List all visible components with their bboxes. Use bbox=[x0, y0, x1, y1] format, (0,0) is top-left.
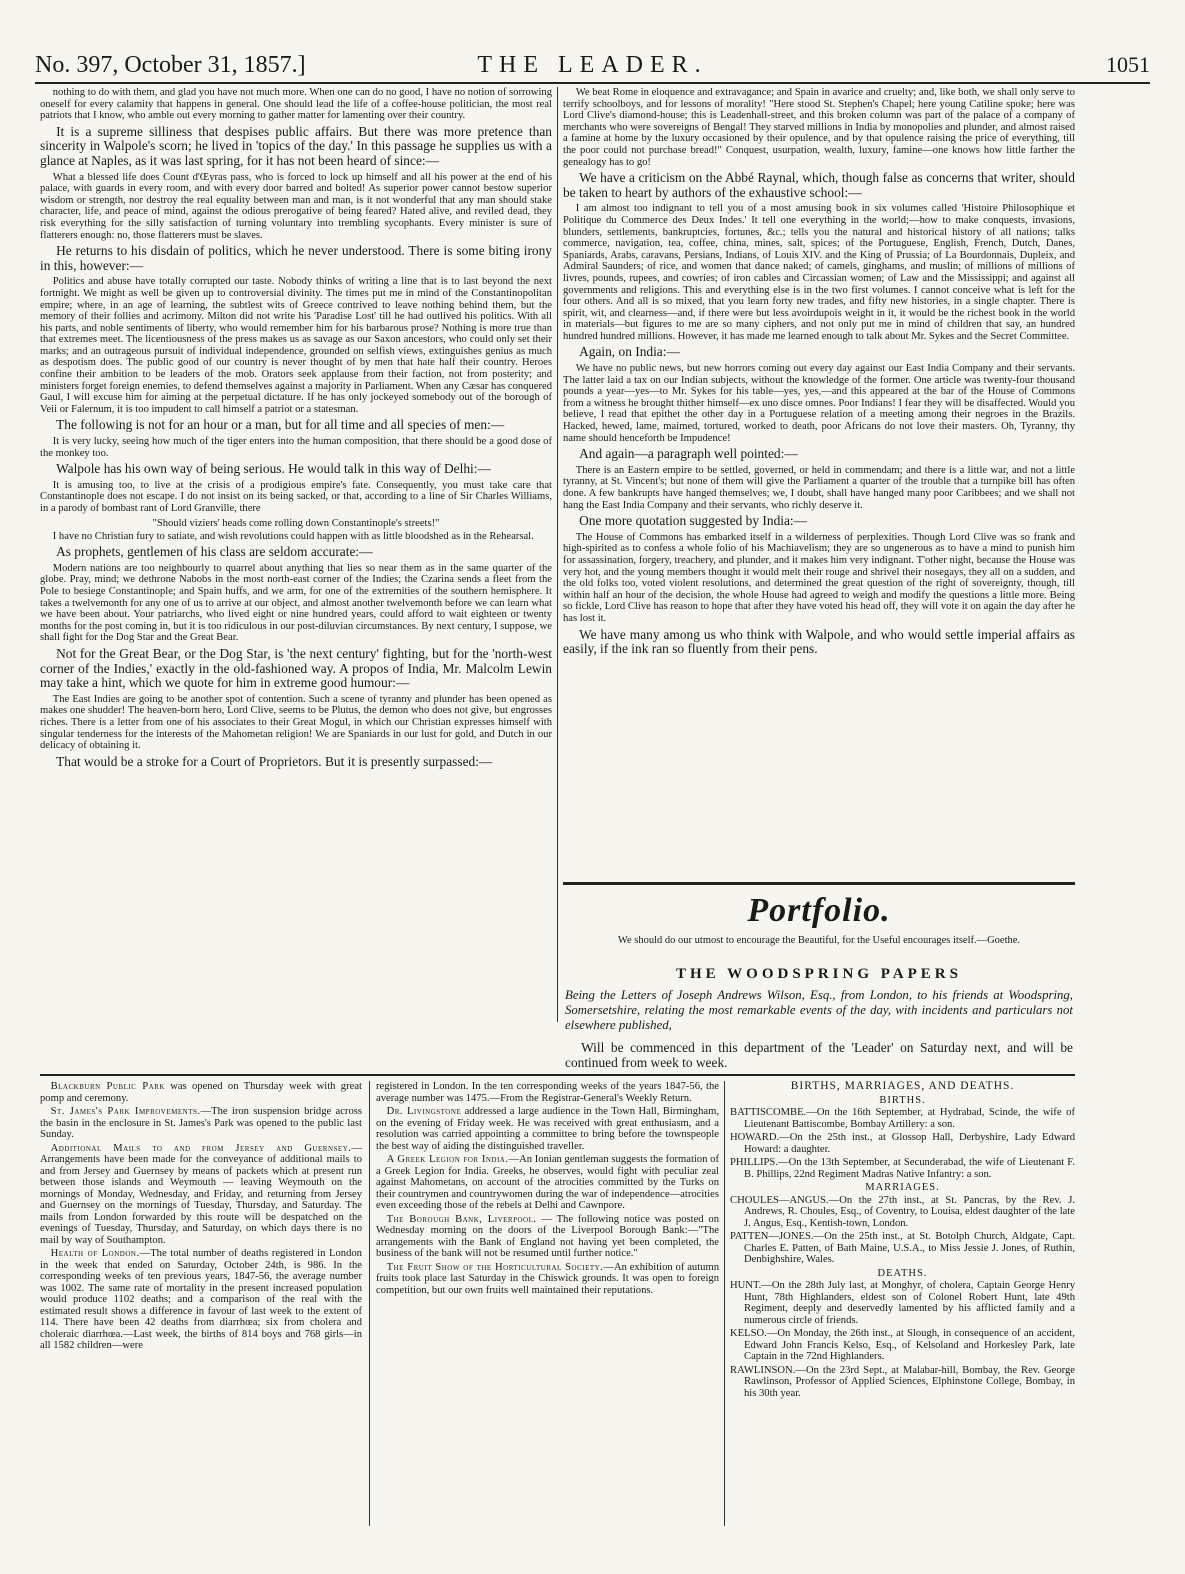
births-marriages-deaths bbox=[730, 1081, 1075, 1531]
quoted-letter-paragraph: nothing to do with them, and glad you have not much more. When one can do no good, I have no notion of sorrowing oneself for every calamity that happens in general. One should lead the life of a coffee-house politician, the most real patriots that I know, who amble out every morning to gather matter for lamenting over their country. bbox=[40, 87, 552, 122]
bmd-notice-name: BATTISCOMBE. bbox=[730, 1107, 807, 1118]
news-item-text: registered in London. In the ten corresponding weeks of the years 1847-56, the average number was 1475.—From the Registrar-General's Weekly Return. bbox=[376, 1081, 719, 1104]
quoted-letter-paragraph: It is very lucky, seeing how much of the tiger enters into the human composition, that there should be a good dose of the monkey too. bbox=[40, 436, 552, 459]
bmd-notice-name: KELSO. bbox=[730, 1328, 767, 1339]
news-item-text: — The following notice was posted on Wednesday morning on the doors of the Liverpool Borough Bank:—"The arrangements with the Bank of England not having yet been completed, the business of the bank will not be resumed until further notice." bbox=[376, 1213, 719, 1259]
quoted-letter-paragraph: Modern nations are too neighbourly to quarrel about anything that lies so near them as in the same quarter of the globe. Pray, mind; we dethrone Nabobs in the most north-east corner of the Indies; the Czarina sends a fleet from the Pole to besiege Constantinople; and Spain huffs, and we arm, for one of the extremities of the southern hemisphere. It takes a twelvemonth for any one of us to arrive at our object, and almost another twelvemonth before we can learn what we have been about. Your patriarchs, who lived eight or nine hundred years, could afford to wait eighteen or twenty months for the post coming in, but it is too ridiculous in our post-diluvian circumstances. By next century, I suppose, we shall fight for the Dog Star and the Great Bear. bbox=[40, 562, 552, 644]
marriages-heading: MARRIAGES. bbox=[865, 1182, 940, 1193]
quoted-letter-paragraph: The House of Commons has embarked itself in a wilderness of perplexities. Though Lord Clive was so frank and high-spirited as to confess a whole folio of his Machiavelism; they are so ungenerous as to have a mind to punish him for assassination, forgery, treachery, and plunder, and it makes him very indignant. T'other night, because the House was very hot, and the young members thought it would melt their rouge and shrivel their nosegays, they all on a sudden, and the old folks too, voted violent resolutions, and determined the great question of the right of sovereignty, though, till within half an hour of the decision, the whole House had agreed to weigh and modify the questions a little more. Being so fickle, Lord Clive has reason to hope that after they have voted his head off, they will vote it on again the day after he has lost it. bbox=[563, 531, 1075, 624]
bmd-heading: BIRTHS, MARRIAGES, AND DEATHS. bbox=[790, 1081, 1015, 1092]
news-item-text: —An Ionian gentleman suggests the formation of a Greek Legion for India. Greeks, he observes, would fight with peculiar zeal against Mahometans, on account of the atrocities committed by the Turks on their countrymen and countrywomen during the war of independence—atrocities even exceeding those of the rebels at Delhi and Cawnpore. bbox=[376, 1154, 719, 1211]
quoted-letter-paragraph: Politics and abuse have totally corrupted our taste. Nobody thinks of writing a line that is to last beyond the next fortnight. We might as well be given up to controversial divinity. The times put me in mind of the Constantinopolitan empire; where, in an age of learning, the subtlest wits of Greece contrived to leave nothing behind them, but the memory of their follies and acrimony. Milton did not write his 'Paradise Lost' till he had outlived his politics. With all his parts, and noble sentiments of liberty, who would remember him for his barbarous prose? Nothing is more true than that extremes meet. The licentiousness of the press makes us as savage as our Saxon ancestors, who could only set their marks; and an outrageous pursuit of individual independence, grounded on selfish views, extinguishes genius as much as despotism does. The public good of our country is never thought of by men that hate half their country. Heroes confine their ambition to be leaders of the mob. Orators seek applause from their faction, not from posterity; and ministers forget foreign enemies, to defend themselves against a majority in Parliament. When any Cæsar has conquered Gaul, I will excuse him for aiming at the perpetual dictature. If he has only jockeyed somebody out of the borough of Veii or Falernum, it is too impudent to call himself a patriot or a statesman. bbox=[40, 276, 552, 415]
quoted-letter-paragraph: I am almost too indignant to tell you of a most amusing book in six volumes called 'Histoire Philosophique et Politique du Commerce des Deux Indes.' It tell one everything in the world;—how to make conquests, invasions, blunders, settlements, bankruptcies, fortunes, &c.; tells you the natural and historical history of all nations; talks commerce, navigation, tea, coffee, china, mines, salt, spices; of the Portuguese, English, French, Dutch, Danes, Spaniards, Arabs, caravans, Persians, Indians, of Louis XIV. and the King of Prussia; of La Bourdonnais, Dupleix, and Admiral Saunders; of rice, and women that dance naked; of camels, ginghams, and muslin; of millions of millions of livres, pounds, rupees, and cowries; of iron cables and Circassian women; of Law and the Mississippi; and against all governments and religions. This and everything else is in the two first volumes. I cannot conceive what is left for the four others. And all is so mixed, that you learn forty new trades, and fifty new histories, in a single chapter. There is spirit, wit, and clearness—and, if there were but less avoirdupois weight in it, it would be the richest book in the world in materials—but figures to me are so many ciphers, and not only put me in mind of children that say, an hundred hundred hundred millions. However, it has made me learned enough to talk about Mr. Sykes and the Secret Committee. bbox=[563, 203, 1075, 342]
news-item-lead: A Greek Legion for India. bbox=[386, 1154, 509, 1165]
column-divider bbox=[557, 87, 558, 1022]
commentary-paragraph: Walpole has his own way of being serious. He would talk in this way of Delhi:— bbox=[56, 461, 491, 477]
commentary-paragraph: We have a criticism on the Abbé Raynal, which, though false as concerns that writer, should be taken to heart by authors of the exhaustive school:— bbox=[563, 170, 1075, 200]
masthead: THE LEADER. bbox=[477, 52, 708, 78]
news-item bbox=[376, 1214, 719, 1260]
bmd-notice-text: —On the 27th inst., at St. Pancras, by the Rev. J. Andrews, R. Choules, Esq., of Coventry, to Louisa, eldest daughter of the late J. Angus, Esq., Kentish-town, London. bbox=[744, 1194, 1075, 1229]
quoted-letter-paragraph: It is amusing too, to live at the crisis of a prodigious empire's fate. Consequently, you must take care that Constantinople does not escape. I do not insist on its being sacked, or that, according to a line of Sir Charles Williams, in a parody of bombast rant of Lord Granville, there bbox=[40, 479, 552, 514]
woodspring-subtitle: Being the Letters of Joseph Andrews Wilson, Esq., from London, to his friends at Woodspring, Somersetshire, relating the most remarkable events of the day, with incidents and particulars not elsewhere published, bbox=[565, 988, 1073, 1032]
news-item-text: —The total number of deaths registered in London in the week that ended on Saturday, October 24th, is 986. In the corresponding weeks of ten previous years, 1847-56, the average number was 1002. The same rate of mortality in the present increased population would produce 1102 deaths; and a comparison of the real with the estimated result shows a difference in favour of last week to the extent of 114. There have been 42 deaths from diarrhœa; six from cholera and choleraic diarrhœa.—Last week, the births of 814 boys and 768 girls—in all 1582 children—were bbox=[40, 1248, 362, 1351]
news-item-text: addressed a large audience in the Town Hall, Birmingham, on the evening of Friday week. He was received with great enthusiasm, and a resolution was carried appointing a committee to bring before the townspeople the best way of aiding the distinguished traveller. bbox=[376, 1106, 719, 1152]
news-item bbox=[376, 1262, 719, 1297]
page-number: 1051 bbox=[1106, 52, 1150, 77]
bmd-notice bbox=[730, 1328, 1075, 1363]
births-heading: BIRTHS. bbox=[879, 1094, 926, 1106]
news-item bbox=[376, 1154, 719, 1212]
news-item-lead: Health of London. bbox=[50, 1248, 140, 1259]
quoted-letter-paragraph: The East Indies are going to be another spot of contention. Such a scene of tyranny and plunder has been opened as makes one shudder! The heaven-born hero, Lord Clive, seems to be Plutus, the demon who does not give, but engrosses riches. There is a letter from one of his associates to their Great Mogul, in which our Christian expresses himself with singular tenderness for the interests of the Mahometan religion! We are Spaniards in our lust for gold, and Dutch in our delicacy of obtaining it. bbox=[40, 693, 552, 752]
bmd-notice bbox=[730, 1195, 1075, 1230]
bmd-notice-text: —On the 16th September, at Hydrabad, Scinde, the wife of Lieutenant Battiscombe, Bombay Artillery: a son. bbox=[744, 1107, 1075, 1130]
news-item bbox=[40, 1081, 362, 1104]
bmd-notice-text: —On the 23rd Sept., at Malabar-hill, Bombay, the Rev. George Rawlinson, Professor of Applied Sciences, Elphinstone College, Bombay, in his 30th year. bbox=[744, 1364, 1075, 1399]
page-header bbox=[35, 52, 1150, 84]
commentary-paragraph: That would be a stroke for a Court of Proprietors. But it is presently surpassed:— bbox=[56, 753, 493, 769]
bmd-notice bbox=[730, 1365, 1075, 1400]
quoted-letter-paragraph: There is an Eastern empire to be settled, governed, or held in commendam; and there is a little war, and not a little tyranny, at St. Vincent's; but none of them will give the Parliament a quarter of the trouble that a turnpike bill has often done. A few bankrupts have hanged themselves; we, I doubt, shall have hanged many poor Caribbees; and we shall not hang the East India Company and their servants, who richly deserve it. bbox=[563, 464, 1075, 511]
bmd-notice-text: —On the 28th July last, at Monghyr, of cholera, Captain George Henry Hunt, 78th Highlanders, eldest son of Colonel Robert Hunt, late 49th Regiment, deeply and deservedly lamented by his afflicted family and a numerous circle of friends. bbox=[744, 1280, 1075, 1326]
article-column-left bbox=[40, 87, 552, 1022]
bmd-notice-text: —On Monday, the 26th inst., at Slough, in consequence of an accident, Edward John Francis Kelso, Esq., of Kelsoland and Horkesley Park, late Captain in the 72nd Highlanders. bbox=[744, 1328, 1075, 1362]
news-item bbox=[40, 1143, 362, 1247]
portfolio-title: Portfolio. bbox=[747, 892, 891, 929]
marriages-list bbox=[730, 1195, 1075, 1266]
woodspring-title: THE WOODSPRING PAPERS bbox=[676, 966, 962, 982]
bottom-section-rule bbox=[40, 1074, 1075, 1076]
quoted-letter-paragraph: I have no Christian fury to satiate, and wish revolutions could happen with as little bloodshed as in the Rehearsal. bbox=[52, 530, 534, 542]
commentary-paragraph: And again—a paragraph well pointed:— bbox=[579, 446, 798, 462]
commentary-paragraph: As prophets, gentlemen of his class are seldom accurate:— bbox=[56, 544, 373, 560]
commentary-paragraph: We have many among us who think with Walpole, and who would settle imperial affairs as easily, if the ink ran so fluently from their pens. bbox=[563, 626, 1075, 657]
news-item-text: was opened on Thursday week with great pomp and ceremony. bbox=[40, 1081, 362, 1104]
news-column-2 bbox=[376, 1081, 719, 1531]
commentary-paragraph: The following is not for an hour or a man, but for all time and all species of men:— bbox=[56, 417, 505, 433]
bmd-notice-name: RAWLINSON. bbox=[730, 1364, 796, 1376]
commentary-paragraph: One more quotation suggested by India:— bbox=[579, 513, 808, 529]
bmd-notice-name: CHOULES—ANGUS. bbox=[730, 1194, 829, 1206]
news-item-lead: The Borough Bank, Liverpool. bbox=[386, 1213, 537, 1225]
commentary-paragraph: He returns to his disdain of politics, which he never understood. There is some biting irony in this, however:— bbox=[40, 243, 552, 273]
quoted-letter-paragraph: What a blessed life does Count d'Œyras pass, who is forced to lock up himself and all his power at the end of his palace, with guards in every room, and with every door barred and bolted! As superior power cannot bestow superior wisdom or strength, nor destroy the real equality between man and man, is it not wonderful that any man should stake character, life, and peace of mind, against the odious prerogative of being feared? Hated alive, and reviled dead, they risk everything for the silly satisfaction of turning voluntary into trembling sycophants. Every minister is sure of flatterers enough: no, those flatterers must be slaves. bbox=[40, 171, 552, 241]
news-column-1 bbox=[40, 1081, 362, 1531]
bmd-notice bbox=[730, 1280, 1075, 1326]
bmd-notice bbox=[730, 1132, 1075, 1155]
bmd-notice-name: PHILLIPS. bbox=[730, 1157, 778, 1168]
article-column-right bbox=[563, 87, 1075, 877]
news-item-lead: Additional Mails to and from Jersey and Guernsey. bbox=[50, 1142, 352, 1154]
bmd-notice-name: HUNT. bbox=[730, 1280, 762, 1291]
section-rule bbox=[563, 882, 1075, 885]
bmd-notice-name: HOWARD. bbox=[730, 1132, 780, 1143]
bmd-notice bbox=[730, 1231, 1075, 1266]
bmd-notice bbox=[730, 1107, 1075, 1130]
verse-quote: "Should viziers' heads come rolling down Constantinople's streets!" bbox=[152, 517, 440, 529]
bmd-notice-text: —On the 25th inst., at St. Botolph Church, Aldgate, Capt. Charles E. Patten, of Bath Maine, U.S.A., to Miss Jessie J. Jones, of Ruthin, Denbighshire, Wales. bbox=[744, 1231, 1075, 1265]
column-divider bbox=[724, 1081, 725, 1526]
news-item bbox=[376, 1081, 719, 1104]
deaths-heading: DEATHS. bbox=[877, 1267, 928, 1279]
quoted-letter-paragraph: We beat Rome in eloquence and extravagance; and Spain in avarice and cruelty; and, like both, we shall only serve to terrify schoolboys, and for lessons of morality! "Here stood St. Stephen's Chapel; here young Catiline spoke; here was Lord Clive's diamond-house; this is Leadenhall-street, and this broken column was part of the palace of a company of merchants who were sovereigns of Bengal! They starved millions in India by monopolies and plunder, and almost raised a famine at home by the luxury occasioned by their opulence, and by that opulence raising the price of everything, till the poor could not purchase bread!" Conquest, usurpation, wealth, luxury, famine—one knows how little farther the genealogy has to go! bbox=[563, 87, 1075, 168]
news-item-lead: Dr. Livingstone bbox=[386, 1106, 462, 1117]
births-list bbox=[730, 1107, 1075, 1180]
news-item bbox=[376, 1106, 719, 1152]
news-item bbox=[40, 1106, 362, 1141]
issue-line: No. 397, October 31, 1857.] bbox=[35, 52, 306, 78]
commentary-paragraph: It is a supreme silliness that despises public affairs. But there was more pretence than sincerity in Walpole's scorn; he lived in 'topics of the day.' In this passage he supplies us with a glance at Naples, as it was last spring, for it has not been heard of since:— bbox=[40, 123, 552, 168]
commentary-paragraph: Not for the Great Bear, or the Dog Star, is 'the next century' fighting, but for the 'north-west corner of the Indies,' exactly in the old-fashioned way. A propos of India, Mr. Malcolm Lewin may take a hint, which we quote for him in extreme good humour:— bbox=[40, 645, 552, 691]
news-item bbox=[40, 1248, 362, 1352]
news-item-lead: Blackburn Public Park bbox=[50, 1081, 165, 1092]
bmd-notice bbox=[730, 1157, 1075, 1180]
bmd-notice-text: —On the 25th inst., at Glossop Hall, Derbyshire, Lady Edward Howard: a daughter. bbox=[744, 1132, 1075, 1155]
portfolio-motto: We should do our utmost to encourage the Beautiful, for the Useful encourages itself.—Goethe. bbox=[617, 935, 1021, 946]
commentary-paragraph: Again, on India:— bbox=[579, 344, 680, 360]
bmd-notice-text: —On the 13th September, at Secunderabad, the wife of Lieutenant F. B. Phillips, 22nd Regiment Madras Native Infantry: a son. bbox=[744, 1157, 1075, 1180]
news-item-lead: The Fruit Show of the Horticultural Society. bbox=[386, 1261, 604, 1273]
quoted-letter-paragraph: We have no public news, but new horrors coming out every day against our East India Company and their servants. The latter laid a tax on our Indian subjects, without the knowledge of the former. One article was twenty-four thousand pounds a year—yes—to Mr. Sykes for his table—yes, yes,—and this appeared at the bar of the House of Commons from a witness he brought thither himself—ex uno disce omnes. Poor Indians! I fear they will be disaffected. Would you believe, I read that epithet the other day in a Portuguese relation of a meeting among their negroes in the Brazils. Hacked, hewed, lame, maimed, tortured, worked to death, poor Africans do not love their masters. Oh, Tyranny, thy name should henceforth be Impudence! bbox=[563, 363, 1075, 444]
bmd-notice-name: PATTEN—JONES. bbox=[730, 1231, 814, 1242]
news-item-text: —An exhibition of autumn fruits took place last Saturday in the Chiswick grounds. It was open to foreign competition, but our own fruits well maintained their reputations. bbox=[376, 1261, 719, 1296]
news-item-text: —Arrangements have been made for the conveyance of additional mails to and from Jersey and Guernsey by means of packets which at present run between those islands and Weymouth — leaving Weymouth on the mornings of Monday, Wednesday, and Friday, and returning from Jersey and Guernsey on the mornings of Tuesday, Thursday, and Saturday. The mails from London forwarded by this route will be despatched on the evenings of Tuesday, Thursday, and Saturday, on which days there is no mail by way of Southampton. bbox=[40, 1142, 362, 1246]
news-item-text: —The iron suspension bridge across the basin in the enclosure in St. James's Park was opened to the public last Sunday. bbox=[40, 1106, 362, 1140]
column-divider bbox=[369, 1081, 370, 1526]
woodspring-notice: Will be commenced in this department of the 'Leader' on Saturday next, and will be continued from week to week. bbox=[565, 1040, 1073, 1070]
deaths-list bbox=[730, 1280, 1075, 1399]
news-item-lead: St. James's Park Improvements. bbox=[50, 1106, 201, 1117]
